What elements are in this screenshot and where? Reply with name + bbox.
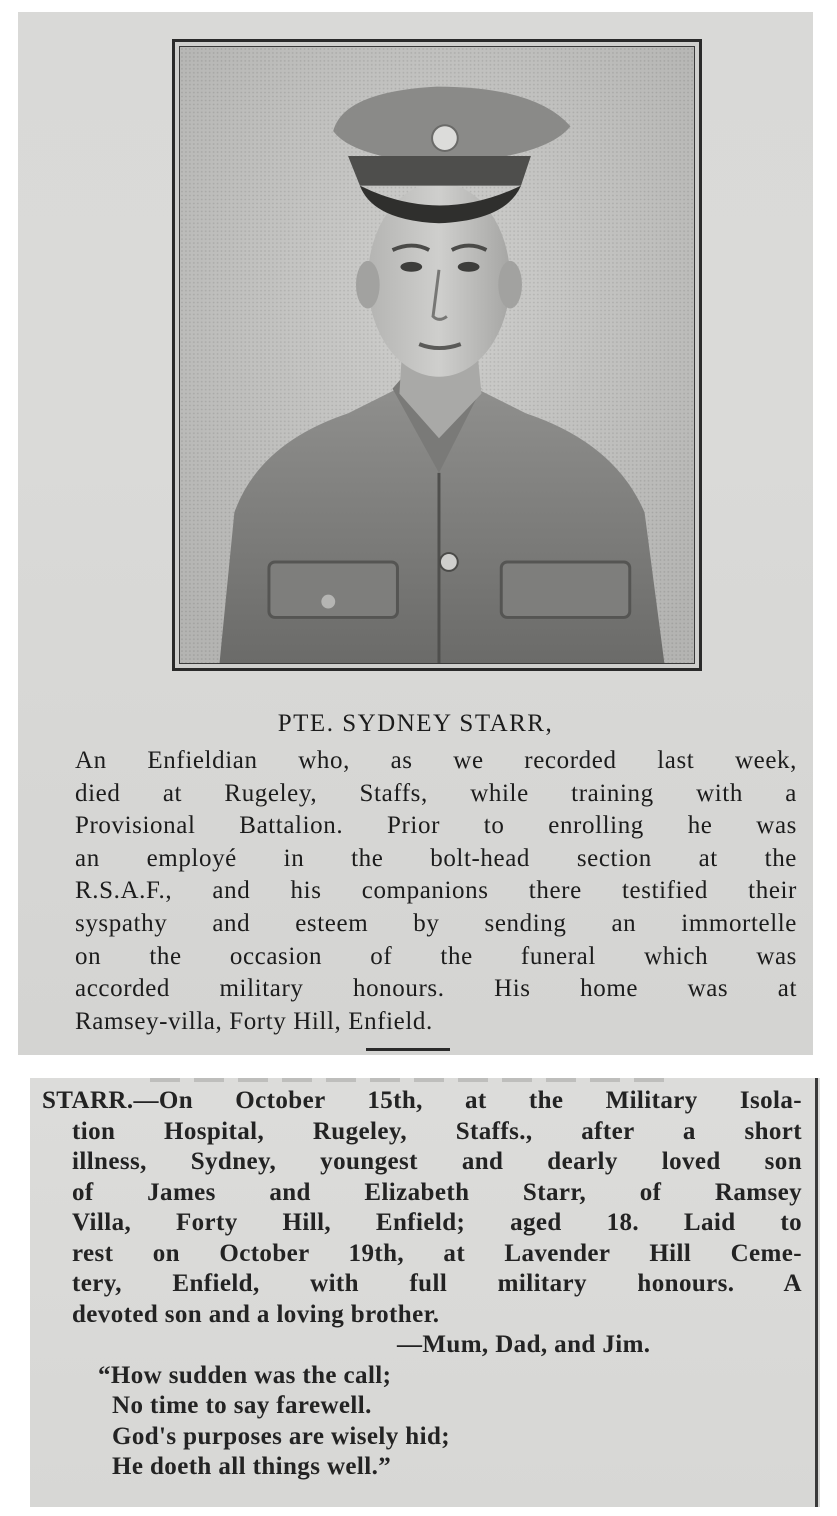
death-notice-clipping bbox=[30, 1078, 820, 1507]
verse-line: “How sudden was the call; bbox=[98, 1361, 392, 1389]
section-divider bbox=[366, 1048, 450, 1051]
obituary-line: syspathy and esteem by sending an immortelle bbox=[75, 909, 797, 937]
obituary-line: accorded military honours. His home was at bbox=[75, 975, 797, 1003]
obituary-clipping bbox=[18, 12, 813, 1055]
obituary-body bbox=[75, 745, 797, 1038]
death-notice bbox=[42, 1086, 802, 1483]
obituary-line: R.S.A.F., and his companions there testified their bbox=[75, 877, 797, 905]
notice-line: tery, Enfield, with full military honours. A bbox=[72, 1270, 802, 1297]
verse-line: No time to say farewell. bbox=[112, 1392, 372, 1419]
obituary-headline: PTE. SYDNEY STARR, bbox=[277, 710, 554, 737]
notice-line: STARR.—On October 15th, at the Military Isola- bbox=[42, 1087, 802, 1114]
notice-line: rest on October 19th, at Lavender Hill Ceme- bbox=[72, 1239, 802, 1267]
notice-line: Villa, Forty Hill, Enfield; aged 18. Laid to bbox=[72, 1209, 802, 1236]
obituary-line: Ramsey-villa, Forty Hill, Enfield. bbox=[75, 1007, 433, 1035]
verse-line: He doeth all things well.” bbox=[112, 1453, 392, 1480]
obituary-line: died at Rugeley, Staffs, while training with a bbox=[75, 779, 797, 807]
verse-line: God's purposes are wisely hid; bbox=[112, 1422, 450, 1450]
soldier-portrait-photo bbox=[179, 46, 695, 664]
obituary-line: on the occasion of the funeral which was bbox=[75, 942, 797, 970]
obituary-line: Provisional Battalion. Prior to enrolling he was bbox=[75, 812, 797, 840]
notice-line: tion Hospital, Rugeley, Staffs., after a short bbox=[72, 1117, 802, 1145]
notice-line: illness, Sydney, youngest and dearly loved son bbox=[72, 1148, 802, 1175]
notice-line: of James and Elizabeth Starr, of Ramsey bbox=[72, 1178, 802, 1206]
faded-heading-remnant bbox=[150, 1078, 670, 1082]
column-rule bbox=[815, 1078, 818, 1507]
portrait-frame bbox=[172, 39, 702, 671]
obituary-line: an employé in the bolt-head section at the bbox=[75, 844, 797, 872]
obituary-line: An Enfieldian who, as we recorded last week, bbox=[75, 747, 797, 774]
notice-signature: —Mum, Dad, and Jim. bbox=[397, 1331, 651, 1358]
notice-line: devoted son and a loving brother. bbox=[72, 1300, 440, 1328]
